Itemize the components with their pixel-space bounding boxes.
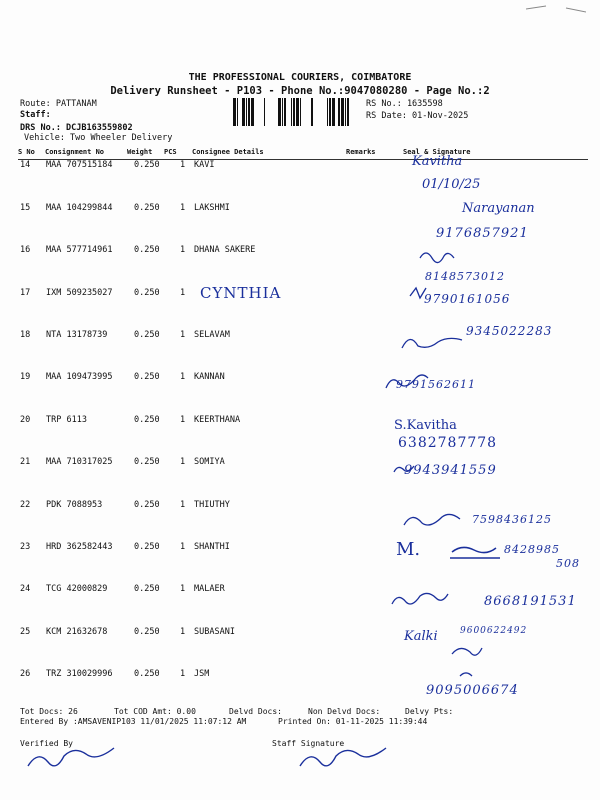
handwritten-phone: 9600622492: [460, 626, 528, 636]
table-row: 20 TRP 6113 0.250 1 KEERTHANA: [20, 415, 241, 425]
table-row: 22 PDK 7088953 0.250 1 THIUTHY: [20, 500, 230, 510]
vehicle-label: Vehicle: Two Wheeler Delivery: [24, 133, 173, 143]
route-label: Route: PATTANAM: [20, 99, 97, 109]
col-pcs: PCS: [164, 148, 177, 156]
rs-date: RS Date: 01-Nov-2025: [366, 111, 469, 121]
table-row: 19 MAA 109473995 0.250 1 KANNAN: [20, 372, 225, 382]
col-weight: Weight: [127, 148, 153, 156]
entered-by: Entered By :AMSAVENIP103 11/01/2025 11:07:12 AM: [20, 717, 247, 726]
table-row: 15 MAA 104299844 0.250 1 LAKSHMI: [20, 203, 230, 213]
total-docs: Tot Docs: 26: [20, 707, 78, 716]
handwritten-phone: 7598436125: [472, 513, 552, 526]
printed-on: Printed On: 01-11-2025 11:39:44: [278, 717, 428, 726]
col-remarks: Remarks: [346, 148, 376, 156]
runsheet-title: Delivery Runsheet - P103 - Phone No.:9047080280 - Page No.:2: [110, 85, 490, 97]
staff-label: Staff:: [20, 110, 51, 120]
handwritten-phone: 9345022283: [466, 324, 553, 338]
handwritten-phone: 9790161056: [424, 292, 511, 306]
rs-number: RS No.: 1635598: [366, 99, 443, 109]
table-row: 26 TRZ 310029996 0.250 1 JSM: [20, 669, 210, 679]
handwritten-phone: 9791562611: [396, 378, 476, 391]
table-row: 16 MAA 577714961 0.250 1 DHANA SAKERE: [20, 245, 256, 255]
total-cod-amount: Tot COD Amt: 0.00: [114, 707, 196, 716]
handwritten-name: Kavitha: [412, 154, 463, 169]
table-row: 18 NTA 13178739 0.250 1 SELAVAM: [20, 330, 230, 340]
handwritten-signature: Kalki: [404, 629, 438, 644]
table-row: 21 MAA 710317025 0.250 1 SOMIYA: [20, 457, 225, 467]
handwritten-signature: M.: [396, 539, 421, 560]
non-delivered-docs: Non Delvd Docs:: [308, 707, 381, 716]
handwritten-phone: 9095006674: [426, 683, 519, 698]
handwritten-phone: 8428985: [504, 543, 560, 556]
col-seal: Seal & Signature: [403, 148, 471, 156]
col-consignment: Consignment No: [45, 148, 105, 156]
handwritten-phone: 9943941559: [404, 463, 497, 478]
handwritten-phone: 9176857921: [436, 226, 529, 241]
handwritten-consignee: CYNTHIA: [200, 284, 282, 302]
delivery-points: Delvy Pts:: [405, 707, 454, 716]
delivered-docs: Delvd Docs:: [229, 707, 282, 716]
handwritten-name: Narayanan: [462, 201, 535, 216]
col-sno: S No: [18, 148, 35, 156]
handwritten-phone: 508: [556, 557, 580, 570]
handwritten-name: S.Kavitha: [394, 418, 457, 433]
table-row: 24 TCG 42000829 0.250 1 MALAER: [20, 584, 225, 594]
handwritten-date: 01/10/25: [422, 177, 481, 192]
handwritten-phone: 6382787778: [398, 435, 498, 451]
staff-signature-label: Staff Signature: [272, 739, 345, 748]
handwritten-phone: 8148573012: [425, 270, 505, 283]
verified-by-label: Verified By: [20, 739, 73, 748]
handwritten-phone: 8668191531: [484, 594, 577, 609]
table-row: 25 KCM 21632678 0.250 1 SUBASANI: [20, 627, 235, 637]
table-row: 17 IXM 509235027 0.250 1: [20, 288, 186, 298]
table-row: 14 MAA 707515184 0.250 1 KAVI: [20, 160, 215, 170]
company-title: THE PROFESSIONAL COURIERS, COIMBATORE: [188, 72, 412, 83]
drs-number: DRS No.: DCJB163559802: [20, 123, 133, 133]
col-consignee: Consignee Details: [192, 148, 264, 156]
table-row: 23 HRD 362582443 0.250 1 SHANTHI: [20, 542, 230, 552]
